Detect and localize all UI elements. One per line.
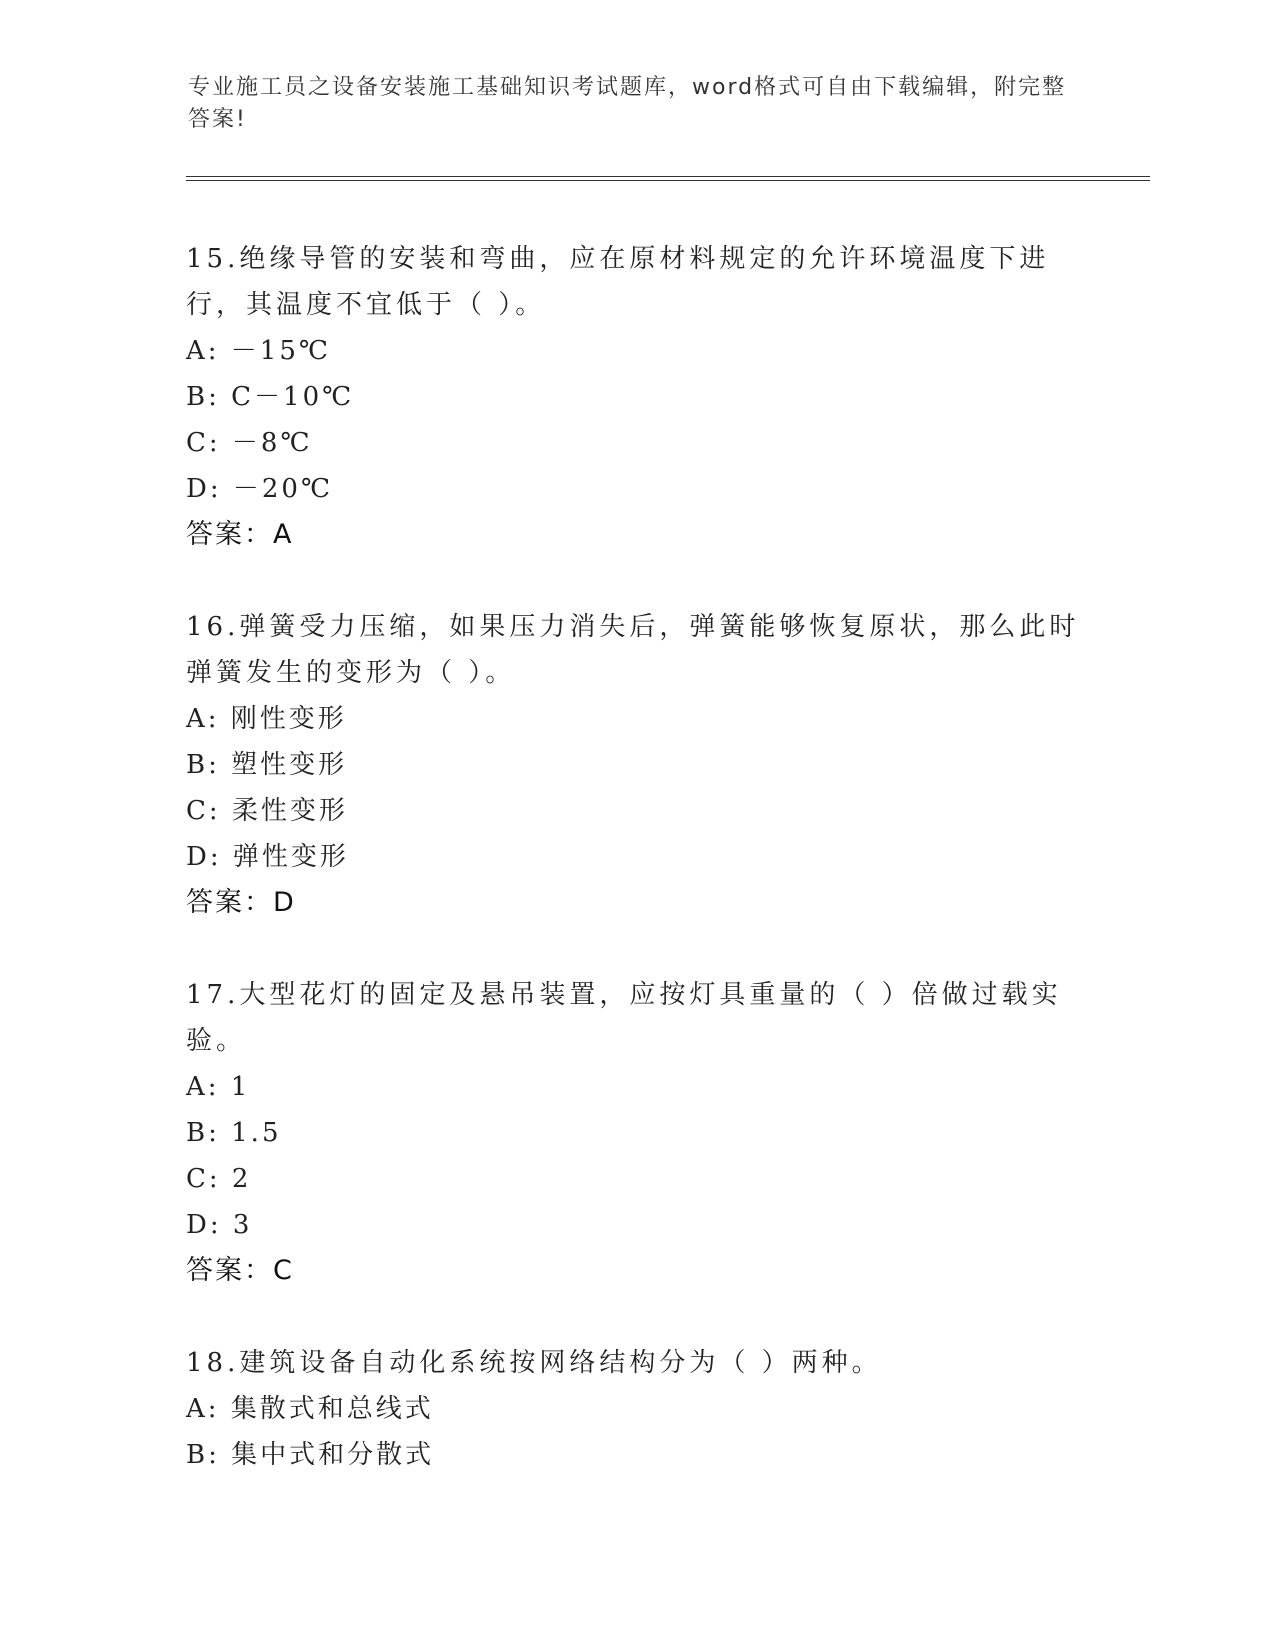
answer-line: 答案：C	[186, 1255, 294, 1286]
option-d: D: －20℃	[186, 474, 334, 504]
header-divider	[186, 176, 1150, 181]
option-c: C: 柔性变形	[186, 796, 348, 826]
question-17	[186, 972, 1086, 1294]
option-c: C: －8℃	[186, 428, 313, 458]
option-a: A: 1	[186, 1072, 251, 1102]
option-d: D: 弹性变形	[186, 842, 349, 872]
answer-line: 答案：D	[186, 887, 296, 918]
option-b: B: 塑性变形	[186, 750, 348, 780]
question-stem: 16.弹簧受力压缩，如果压力消失后，弹簧能够恢复原状，那么此时弹簧发生的变形为（ ）。	[186, 612, 1080, 688]
option-d: D: 3	[186, 1210, 253, 1240]
option-b: B: C－10℃	[186, 382, 355, 412]
option-b: B: 集中式和分散式	[186, 1440, 435, 1470]
question-16	[186, 604, 1086, 926]
question-stem: 18.建筑设备自动化系统按网络结构分为（ ）两种。	[186, 1348, 882, 1378]
option-b: B: 1.5	[186, 1118, 282, 1148]
question-stem: 15.绝缘导管的安装和弯曲，应在原材料规定的允许环境温度下进行，其温度不宜低于（ ）。	[186, 244, 1050, 320]
option-a: A: 集散式和总线式	[186, 1394, 434, 1424]
option-a: A: 刚性变形	[186, 704, 347, 734]
question-18	[186, 1340, 1086, 1478]
answer-line: 答案：A	[186, 519, 294, 550]
option-c: C: 2	[186, 1164, 252, 1194]
document-header: 专业施工员之设备安装施工基础知识考试题库，word格式可自由下载编辑，附完整答案!	[188, 75, 1067, 132]
question-15	[186, 236, 1086, 558]
question-list	[186, 236, 1086, 1524]
question-stem: 17.大型花灯的固定及悬吊装置，应按灯具重量的（ ）倍做过载实验。	[186, 980, 1062, 1056]
option-a: A: －15℃	[186, 336, 331, 366]
